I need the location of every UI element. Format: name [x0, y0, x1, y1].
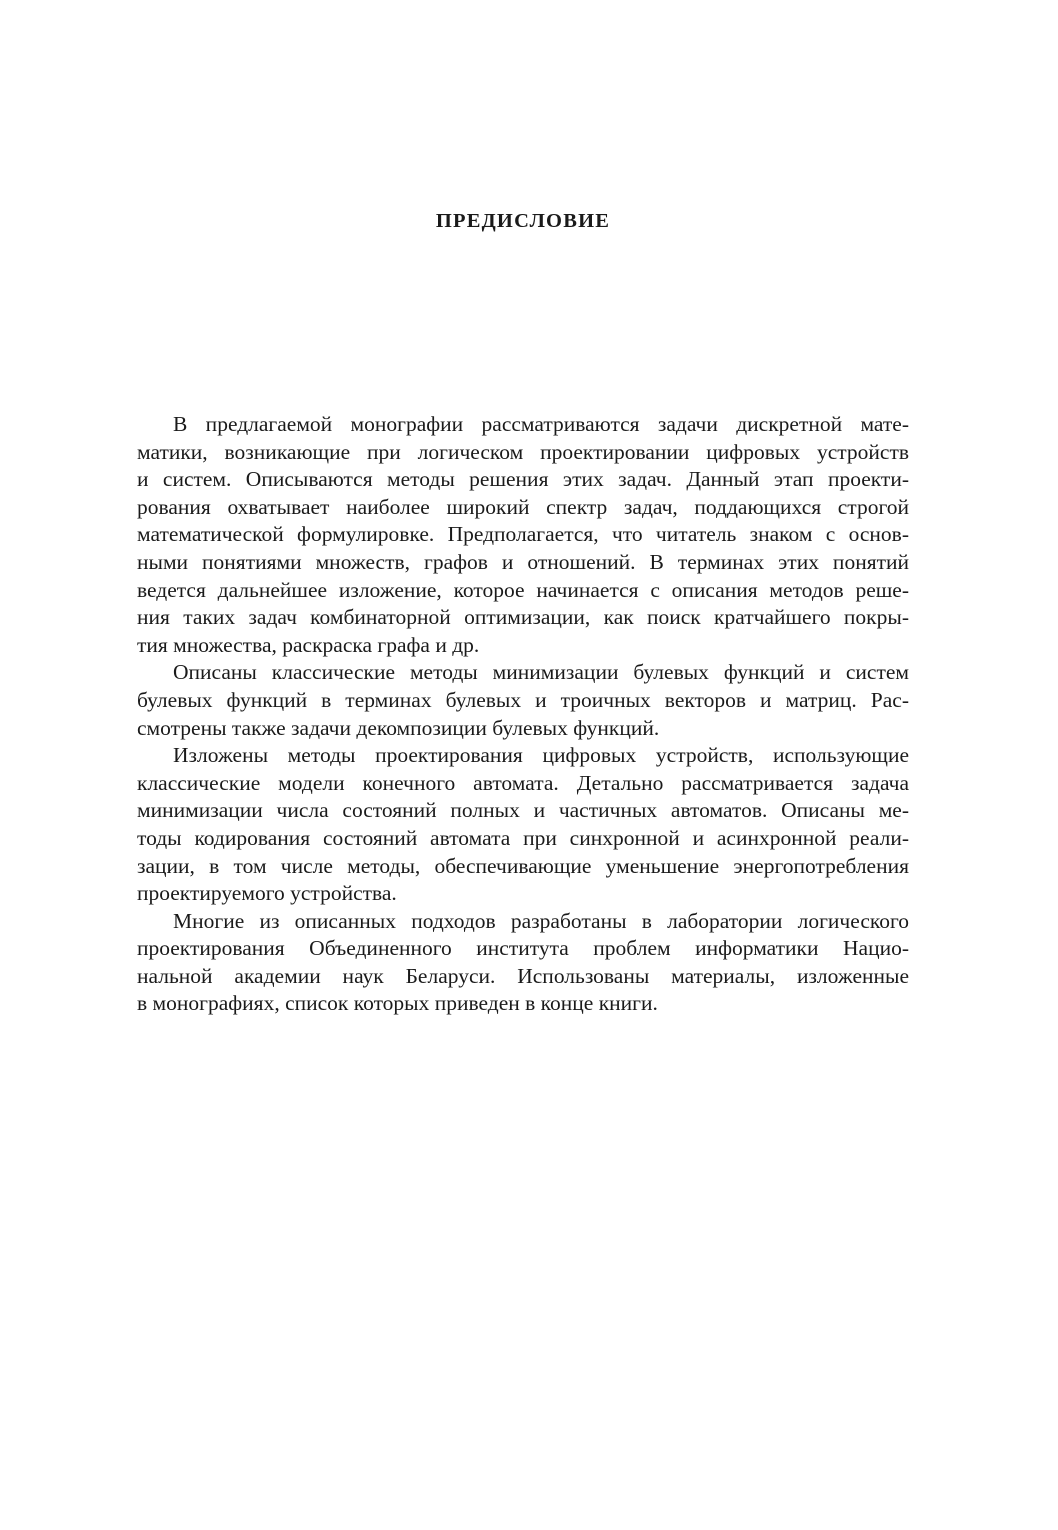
text-line: ведется дальнейшее изложение, которое начинается с описания методов реше- — [137, 577, 909, 602]
text-line: тоды кодирования состояний автомата при синхронной и асинхронной реали- — [137, 825, 909, 850]
body-text — [137, 411, 909, 1018]
text-line: Описаны классические методы минимизации булевых функций и систем — [173, 660, 909, 685]
text-line: и систем. Описываются методы решения этих задач. Данный этап проекти- — [137, 467, 909, 492]
text-line: ными понятиями множеств, графов и отношений. В терминах этих понятий — [137, 549, 909, 574]
text-line: Изложены методы проектирования цифровых устройств, использующие — [173, 743, 909, 768]
paragraph-1 — [137, 411, 909, 659]
text-line: проектируемого устройства. — [137, 881, 397, 906]
text-line: проектирования Объединенного института проблем информатики Нацио- — [137, 936, 909, 961]
text-line: смотрены также задачи декомпозиции булевых функций. — [137, 715, 660, 740]
text-line: тия множества, раскраска графа и др. — [137, 632, 480, 657]
text-line: матики, возникающие при логическом проектировании цифровых устройств — [137, 439, 909, 464]
text-line: Многие из описанных подходов разработаны в лаборатории логического — [173, 908, 909, 933]
text-line: рования охватывает наиболее широкий спектр задач, поддающихся строгой — [137, 494, 909, 519]
text-line: В предлагаемой монографии рассматриваются задачи дискретной мате- — [173, 412, 909, 436]
paragraph-3 — [137, 742, 909, 908]
text-line: минимизации числа состояний полных и частичных автоматов. Описаны ме- — [137, 798, 909, 823]
text-line: нальной академии наук Беларуси. Использованы материалы, изложенные — [137, 963, 909, 988]
text-line: ния таких задач комбинаторной оптимизации, как поиск кратчайшего покры- — [137, 605, 909, 630]
paragraph-4 — [137, 908, 909, 1018]
paragraph-2 — [137, 659, 909, 742]
text-line: булевых функций в терминах булевых и троичных векторов и матриц. Рас- — [137, 687, 909, 712]
text-line: зации, в том числе методы, обеспечивающие уменьшение энергопотребления — [137, 853, 909, 878]
page-title: ПРЕДИСЛОВИЕ — [435, 210, 611, 232]
text-line: классические модели конечного автомата. Детально рассматривается задача — [137, 770, 909, 795]
text-line: в монографиях, список которых приведен в конце книги. — [137, 991, 658, 1016]
text-line: математической формулировке. Предполагается, что читатель знаком с основ- — [137, 522, 909, 547]
